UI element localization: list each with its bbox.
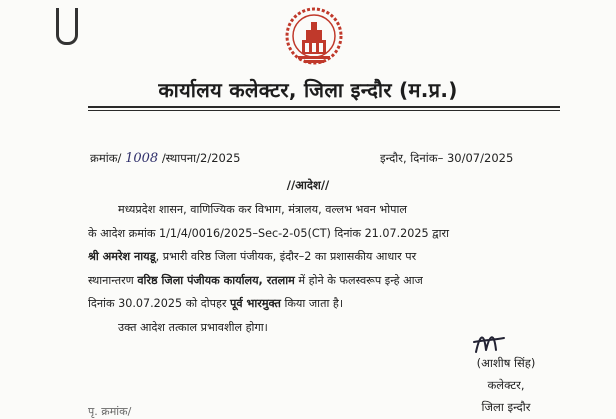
officer-name: श्री अमरेश नायडू — [88, 250, 156, 263]
signature-block — [456, 352, 556, 418]
body-line: मध्यप्रदेश शासन, वाणिज्यिक कर विभाग, मंत्रालय, वल्लभ भवन भोपाल — [118, 203, 407, 216]
signatory-district: जिला इन्दौर — [481, 400, 531, 414]
body-fragment: दिनांक 30.07.2025 को दोपहर — [88, 297, 231, 310]
endorsement-text: पृ. क्रमांक/ — [88, 405, 132, 418]
header-divider — [88, 106, 560, 108]
reference-prefix: क्रमांक/ — [90, 151, 122, 165]
madhya-pradesh-emblem-icon — [284, 6, 344, 68]
body-line: उक्त आदेश तत्काल प्रभावशील होगा। — [118, 320, 268, 334]
body-line — [88, 269, 560, 293]
body-fragment: किया जाता है। — [280, 297, 344, 310]
order-heading: //आदेश// — [286, 178, 330, 192]
office-title: कार्यालय कलेक्टर, जिला इन्दौर (म.प्र.) — [158, 78, 458, 102]
body-fragment: , प्रभारी वरिष्ठ जिला पंजीयक, इंदौर–2 का प्रशासकीय आधार पर — [155, 250, 417, 263]
handwritten-number: 1008 — [125, 151, 159, 166]
signatory-designation: कलेक्टर, — [487, 378, 525, 392]
signatory-name: (आशीष सिंह) — [476, 356, 536, 370]
body-line — [88, 292, 560, 316]
header-divider-thin — [88, 110, 560, 111]
handwritten-mark — [56, 8, 78, 45]
relieved-text: पूर्व भारमुक्त — [230, 297, 281, 310]
order-body — [88, 198, 560, 339]
body-line: के आदेश क्रमांक 1/1/4/0016/2025–Sec-2-05(CT) दिनांक 21.07.2025 द्वारा — [88, 226, 449, 240]
reference-suffix: /स्थापना/2/2025 — [161, 151, 241, 165]
reference-number — [90, 151, 240, 166]
body-line — [88, 245, 560, 269]
place-date: इन्दौर, दिनांक– 30/07/2025 — [380, 151, 514, 165]
body-fragment: में होने के फलस्वरूप इन्हे आज — [294, 273, 423, 287]
transfer-office: वरिष्ठ जिला पंजीयक कार्यालय, रतलाम — [137, 273, 295, 287]
body-fragment: स्थानान्तरण — [88, 273, 138, 287]
